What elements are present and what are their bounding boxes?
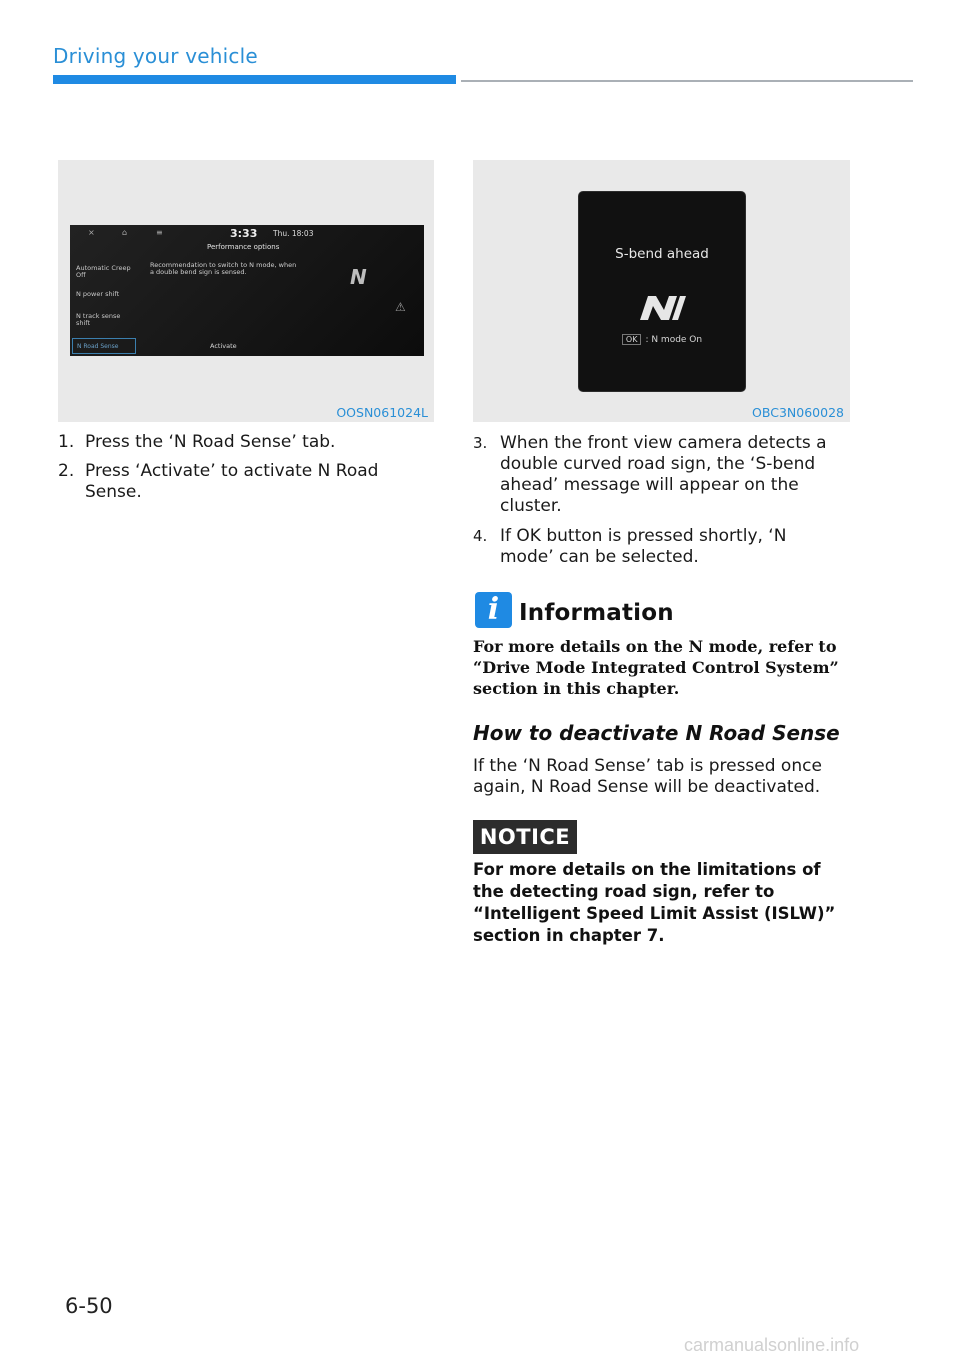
n-logo-icon: N (350, 265, 367, 289)
warning-sign-icon: ⚠ (395, 300, 406, 314)
list-item (58, 461, 438, 505)
step-text: Press ‘Activate’ to activate N Road Sense. (85, 461, 379, 502)
cluster-message: S-bend ahead (615, 246, 709, 262)
ok-text: : N mode On (645, 335, 703, 345)
list-item (58, 432, 438, 456)
menu-item-track-sense: N track sense shift (76, 312, 121, 327)
notice-badge: NOTICE (473, 820, 577, 854)
step-number: 3. (473, 434, 488, 452)
step-number: 2. (58, 461, 75, 481)
home-icon: ⌂ (122, 228, 128, 237)
information-title: Information (519, 600, 674, 626)
cluster-screen (578, 191, 746, 392)
step-number: 4. (473, 527, 488, 545)
section-title: Driving your vehicle (53, 44, 258, 68)
step-number: 1. (58, 432, 75, 452)
infotainment-screen (70, 225, 424, 356)
activate-label: Activate (210, 342, 237, 350)
screen-clock: 3:33 (230, 227, 258, 240)
ok-row (579, 334, 745, 345)
list-item (473, 433, 863, 519)
header-rule (461, 80, 913, 82)
watermark: carmanualsonline.info (684, 1335, 860, 1355)
step-text: If OK button is pressed shortly, ‘N mode’ can be selected. (500, 526, 787, 567)
step-text: Press the ‘N Road Sense’ tab. (85, 432, 336, 452)
menu-item-power-shift: N power shift (76, 290, 120, 298)
menu-icon: ≡ (156, 228, 163, 237)
figure-cluster (473, 160, 850, 422)
ok-badge: OK (622, 334, 642, 345)
step-text: When the front view camera detects a double curved road sign, the ‘S-bend ahead’ message will appear on the cluster. (500, 433, 827, 516)
figure-infotainment (58, 160, 434, 422)
back-icon: × (88, 228, 95, 237)
information-body: For more details on the N mode, refer to “Drive Mode Integrated Control System” section in this chapter. (473, 637, 839, 698)
list-item (473, 526, 863, 570)
screen-date: Thu. 18:03 (273, 229, 314, 238)
notice-body: For more details on the limitations of the detecting road sign, refer to “Intelligent Speed Limit Assist (ISLW)” section in chapter 7. (473, 860, 836, 945)
section-paragraph: If the ‘N Road Sense’ tab is pressed once again, N Road Sense will be deactivated. (473, 756, 822, 797)
section-heading: How to deactivate N Road Sense (473, 721, 840, 745)
page-number: 6-50 (65, 1294, 113, 1318)
info-icon: i (475, 592, 512, 628)
screen-title: Performance options (207, 243, 280, 251)
n-logo-icon (634, 292, 690, 322)
menu-item-creep: Automatic Creep Off (76, 264, 131, 279)
header-rule-accent (53, 75, 456, 84)
figure-code: OBC3N060028 (752, 405, 844, 420)
recommendation-text: Recommendation to switch to N mode, when a double bend sign is sensed. (150, 261, 297, 276)
tab-n-road-sense: N Road Sense (72, 338, 136, 354)
figure-code: OOSN061024L (336, 405, 428, 420)
